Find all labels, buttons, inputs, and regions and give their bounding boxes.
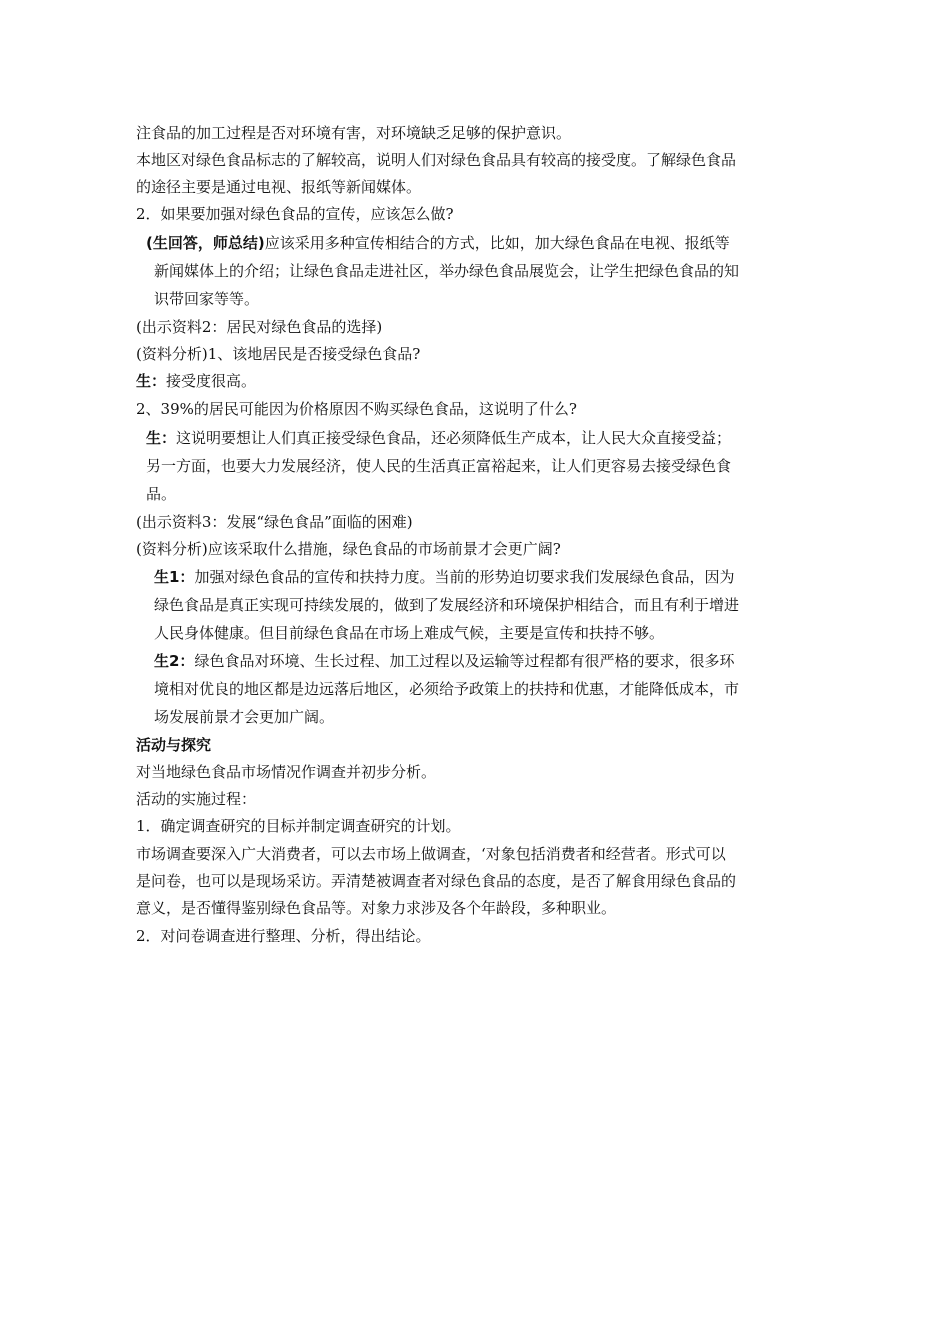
text-line: 注食品的加工过程是否对环境有害，对环境缺乏足够的保护意识。 <box>136 124 572 142</box>
speaker-label: 生2： <box>154 652 195 670</box>
text-line: 活动的实施过程： <box>136 790 257 808</box>
text-line: 2、39%的居民可能因为价格原因不购买绿色食品，这说明了什么? <box>136 400 577 418</box>
section-heading: 活动与探究 <box>136 736 212 754</box>
text-line: 2．对问卷调查进行整理、分析，得出结论。 <box>136 927 431 945</box>
text-line: 新闻媒体上的介绍；让绿色食品走进社区，举办绿色食品展览会，让学生把绿色食品的知 <box>154 262 740 280</box>
text-line: 另一方面，也要大力发展经济，使人民的生活真正富裕起来，让人们更容易去接受绿色食 <box>146 457 732 475</box>
text-line: (出示资料2：居民对绿色食品的选择) <box>136 318 383 336</box>
text-line: 场发展前景才会更加广阔。 <box>154 708 335 726</box>
text-line: 识带回家等等。 <box>154 290 260 308</box>
text-line: 的途径主要是通过电视、报纸等新闻媒体。 <box>136 178 422 196</box>
text-line: 生1：加强对绿色食品的宣传和扶持力度。当前的形势迫切要求我们发展绿色食品，因为 <box>154 568 735 586</box>
text-line: 绿色食品是真正实现可持续发展的，做到了发展经济和环境保护相结合，而且有利于增进 <box>154 596 740 614</box>
text-line: 生2：绿色食品对环境、生长过程、加工过程以及运输等过程都有很严格的要求，很多环 <box>154 652 735 670</box>
text-line: 2．如果要加强对绿色食品的宣传，应该怎么做? <box>136 205 454 223</box>
text-line: 是问卷，也可以是现场采访。弄清楚被调查者对绿色食品的态度，是否了解食用绿色食品的 <box>136 872 737 890</box>
text-line: 人民身体健康。但目前绿色食品在市场上难成气候，主要是宣传和扶持不够。 <box>154 624 665 642</box>
text-line: (出示资料3：发展“绿色食品”面临的困难) <box>136 513 413 531</box>
text-line: 品。 <box>146 485 177 503</box>
text-line: 生：接受度很高。 <box>136 372 257 390</box>
text-line: (资料分析)1、该地居民是否接受绿色食品? <box>136 345 421 363</box>
text-line: 对当地绿色食品市场情况作调查并初步分析。 <box>136 763 437 781</box>
text-line: 市场调查要深入广大消费者，可以去市场上做调查，‘对象包括消费者和经营者。形式可以 <box>136 845 726 863</box>
text-line: 本地区对绿色食品标志的了解较高，说明人们对绿色食品具有较高的接受度。了解绿色食品 <box>136 151 737 169</box>
speaker-label: 生1： <box>154 568 195 586</box>
text-line: 境相对优良的地区都是边远落后地区，必须给予政策上的扶持和优惠，才能降低成本，市 <box>154 680 740 698</box>
speaker-label: 生： <box>146 429 177 447</box>
text-line: (生回答，师总结)应该采用多种宣传相结合的方式，比如，加大绿色食品在电视、报纸等 <box>146 234 730 252</box>
text-line: 1．确定调查研究的目标并制定调查研究的计划。 <box>136 817 461 835</box>
speaker-label: 生： <box>136 372 167 390</box>
text-line: (资料分析)应该采取什么措施，绿色食品的市场前景才会更广阔? <box>136 540 561 558</box>
text-line: 生：这说明要想让人们真正接受绿色食品，还必须降低生产成本，让人民大众直接受益； <box>146 429 732 447</box>
speaker-label: (生回答，师总结) <box>146 234 265 252</box>
text-line: 意义，是否懂得鉴别绿色食品等。对象力求涉及各个年龄段，多种职业。 <box>136 899 617 917</box>
